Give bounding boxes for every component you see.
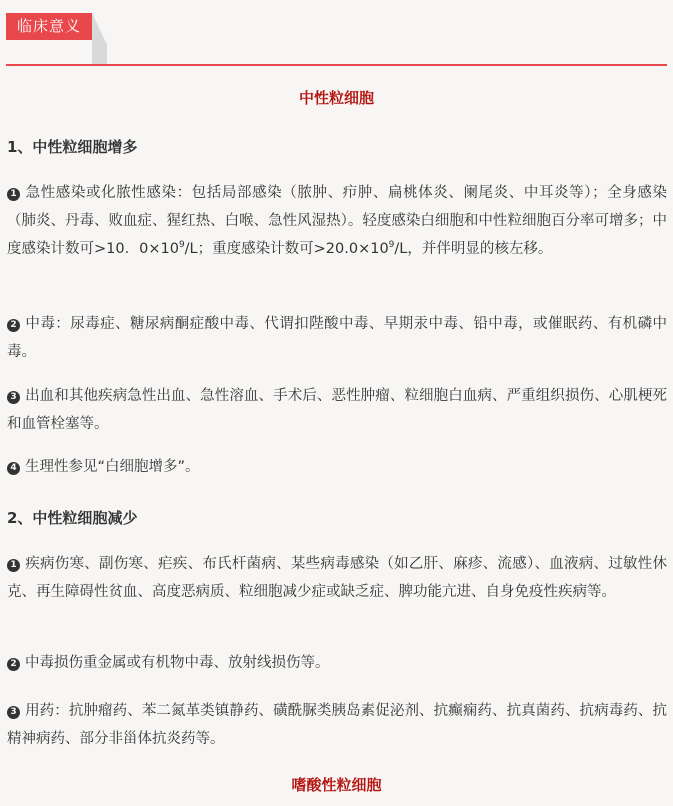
increase-item-3-text: 出血和其他疾病急性出血、急性溶血、手术后、恶性肿瘤、粒细胞白血病、严重组织损伤、心肌梗死和血管栓塞等。: [7, 388, 667, 432]
header-tag: 临床意义: [6, 13, 92, 40]
subhead-neutrophil-decrease: 2、中性粒细胞减少: [7, 509, 138, 527]
decrease-item-1: [7, 550, 667, 606]
header-tag-fold: [92, 13, 107, 64]
number-2-icon: 2: [7, 658, 20, 671]
increase-item-1-text-c: /L，并伴明显的核左移。: [394, 241, 553, 257]
decrease-item-2: [7, 649, 667, 677]
decrease-item-1-text: 疾病伤寒、副伤寒、疟疾、布氏杆菌病、某些病毒感染（如乙肝、麻疹、流感）、血液病、过敏性休克、再生障碍性贫血、高度恶病质、粒细胞减少症或缺乏症、脾功能亢进、自身免疫性疾病等。: [7, 556, 667, 600]
subhead-neutrophil-increase: 1、中性粒细胞增多: [7, 138, 138, 156]
superscript-exponent: 9: [388, 240, 395, 250]
number-3-icon: 3: [7, 391, 20, 404]
increase-item-2-text: 中毒：尿毒症、糖尿病酮症酸中毒、代谓扣陛酸中毒、早期汞中毒、铅中毒，或催眠药、有机磷中毒。: [7, 316, 667, 360]
number-2-icon: 2: [7, 319, 20, 332]
increase-item-4-text: 生理性参见“白细胞增多”。: [25, 459, 200, 475]
superscript-exponent: 9: [178, 240, 185, 250]
section-title-eosinophil: 嗜酸性粒细胞: [291, 776, 382, 794]
increase-item-1: [7, 179, 667, 263]
number-1-icon: 1: [7, 559, 20, 572]
header-divider: [6, 64, 667, 66]
number-1-icon: 1: [7, 188, 20, 201]
decrease-item-2-text: 中毒损伤重金属或有机物中毒、放射线损伤等。: [25, 655, 330, 671]
section-title-neutrophil: 中性粒细胞: [298, 89, 374, 107]
increase-item-4: [7, 453, 667, 481]
decrease-item-3-text: 用药：抗肿瘤药、苯二氮革类镇静药、磺酰脲类胰岛素促泌剂、抗癫痫药、抗真菌药、抗病毒药、抗精神病药、部分非甾体抗炎药等。: [7, 703, 667, 747]
number-4-icon: 4: [7, 462, 20, 475]
increase-item-2: [7, 310, 667, 366]
decrease-item-3: [7, 697, 667, 753]
increase-item-1-text-a: 急性感染或化脓性感染：包括局部感染（脓肿、疖肿、扁桃体炎、阑尾炎、中耳炎等）；全身感染（肺炎、丹毒、败血症、猩红热、白喉、急性风湿热）。轻度感染白细胞和中性粒细胞百分率可增多；中度感染计数可>10．0×10: [7, 185, 667, 257]
increase-item-3: [7, 382, 667, 438]
increase-item-1-text-b: /L；重度感染计数可>20.0×10: [184, 241, 389, 257]
number-3-icon: 3: [7, 706, 20, 719]
